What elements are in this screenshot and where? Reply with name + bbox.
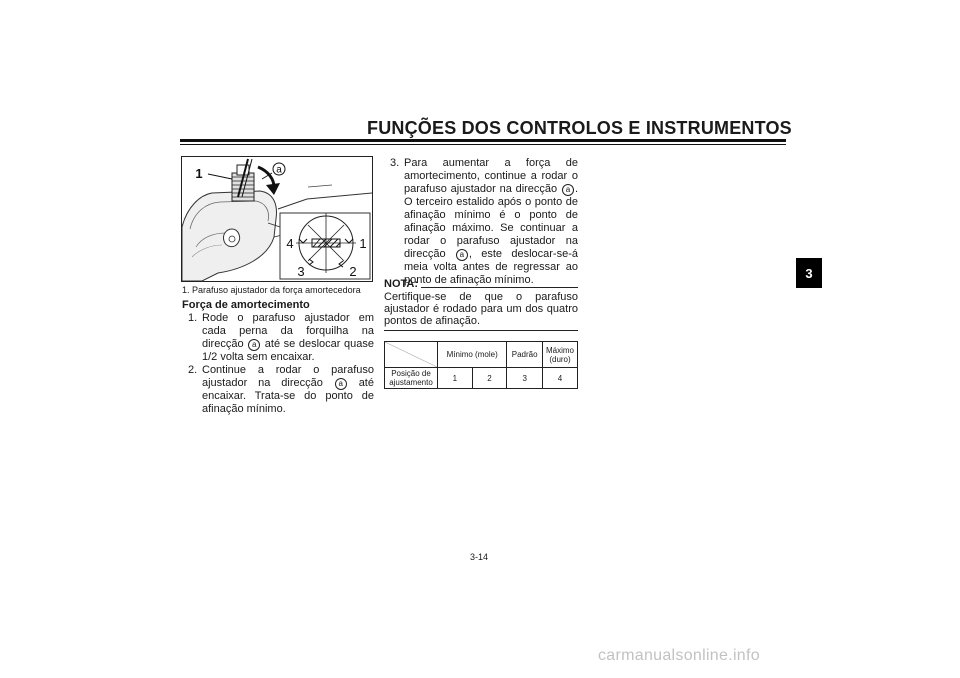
- table-cell: 3: [507, 368, 543, 389]
- diagonal-line: [385, 342, 437, 367]
- step-2: [182, 364, 374, 416]
- table-row-label: Posição de ajustamento: [385, 368, 438, 389]
- step-3: [384, 157, 578, 287]
- step-number: 2.: [188, 364, 198, 376]
- table-header-max: Máximo (duro): [543, 342, 578, 368]
- direction-marker: a: [335, 378, 347, 390]
- step-text: Rode o parafuso ajustador em cada perna da forquilha na direcção: [202, 312, 374, 350]
- table-cell: 4: [543, 368, 578, 389]
- figure-adjuster: [181, 156, 373, 282]
- step-text: até se deslocar quase 1/2 volta sem encaixar.: [202, 338, 374, 363]
- table-cell: 1: [438, 368, 473, 389]
- adjustment-table: [384, 341, 578, 389]
- table-header-min: Mínimo (mole): [438, 342, 507, 368]
- right-column: [384, 157, 578, 287]
- step-text: , este deslocar-se-á meia volta antes de regressar ao ponto de afinação mínimo.: [404, 248, 578, 286]
- table-corner-cell: [385, 342, 438, 368]
- figure-caption: 1. Parafuso ajustador da força amortecedora: [182, 285, 361, 295]
- callout-1: 1: [195, 166, 203, 181]
- note-label: NOTA:: [384, 278, 419, 290]
- dial-position-1: 1: [359, 236, 367, 251]
- chapter-tab[interactable]: 3: [796, 258, 822, 288]
- note-end-rule: [384, 330, 578, 331]
- direction-marker: a: [562, 184, 574, 196]
- page-number: 3-14: [470, 552, 489, 562]
- note-text: Certifique-se de que o parafuso ajustador é rodado para um dos quatro pontos de afinação.: [384, 291, 578, 327]
- callout-a: a: [276, 164, 282, 176]
- step-number: 1.: [188, 312, 198, 324]
- note-header: [384, 278, 578, 290]
- page-title: FUNÇÕES DOS CONTROLOS E INSTRUMENTOS: [367, 118, 792, 138]
- direction-marker: a: [456, 249, 468, 261]
- table-cell: 2: [472, 368, 507, 389]
- table-header-standard: Padrão: [507, 342, 543, 368]
- step-number: 3.: [390, 157, 400, 169]
- direction-marker: a: [248, 339, 260, 351]
- note-rule: [421, 287, 578, 288]
- step-1: [182, 312, 374, 364]
- dial-position-2: 2: [349, 264, 357, 279]
- fork-adjuster-illustration: [182, 157, 372, 281]
- dial-position-4: 4: [286, 236, 294, 251]
- header-rule-thin: [180, 144, 786, 145]
- step-text: . O terceiro estalido após o ponto de afinação mínimo é o ponto de afinação máximo. Se continuar a rodar o parafuso ajustador na direcção: [404, 183, 578, 260]
- left-column: [182, 299, 374, 416]
- step-text: até encaixar. Trata-se do ponto de afinação mínimo.: [202, 377, 374, 415]
- dial-position-3: 3: [297, 264, 305, 279]
- section-heading: Força de amortecimento: [182, 299, 310, 311]
- step-text: Para aumentar a força de amortecimento, continue a rodar o parafuso ajustador na direcção: [404, 157, 578, 195]
- step-text: Continue a rodar o parafuso ajustador na direcção: [202, 364, 374, 389]
- header-rule: [180, 139, 786, 142]
- watermark[interactable]: carmanualsonline.info: [598, 647, 760, 664]
